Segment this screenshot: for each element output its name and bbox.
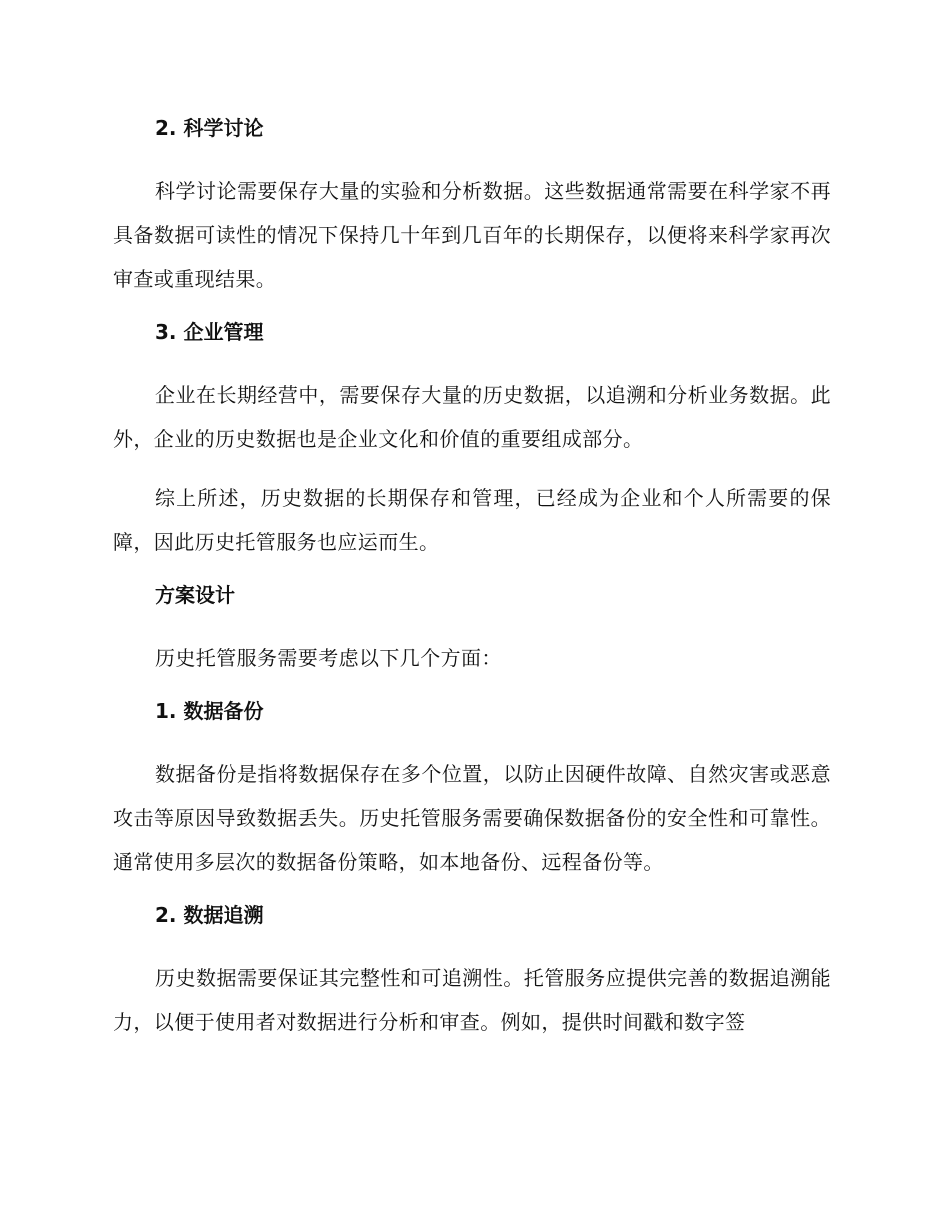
section-heading-data-backup: 1. 数据备份 <box>155 699 264 723</box>
section-heading-enterprise-management: 3. 企业管理 <box>155 320 264 344</box>
document-page <box>113 112 831 1059</box>
section-heading-solution-design: 方案设计 <box>155 583 235 607</box>
paragraph-data-traceability: 历史数据需要保证其完整性和可追溯性。托管服务应提供完善的数据追溯能力，以便于使用者对数据进行分析和审查。例如，提供时间戳和数字签 <box>113 966 831 1034</box>
paragraph-data-backup: 数据备份是指将数据保存在多个位置，以防止因硬件故障、自然灾害或恶意攻击等原因导致数据丢失。历史托管服务需要确保数据备份的安全性和可靠性。通常使用多层次的数据备份策略，如本地备份、远程备份等。 <box>113 762 831 874</box>
paragraph-solution-intro: 历史托管服务需要考虑以下几个方面： <box>155 646 502 670</box>
paragraph-summary: 综上所述，历史数据的长期保存和管理，已经成为企业和个人所需要的保障，因此历史托管服务也应运而生。 <box>113 486 831 554</box>
section-heading-data-traceability: 2. 数据追溯 <box>155 903 264 927</box>
paragraph-enterprise-management: 企业在长期经营中，需要保存大量的历史数据，以追溯和分析业务数据。此外，企业的历史数据也是企业文化和价值的重要组成部分。 <box>113 383 831 451</box>
section-heading-science-discussion: 2. 科学讨论 <box>155 116 264 140</box>
paragraph-science-discussion: 科学讨论需要保存大量的实验和分析数据。这些数据通常需要在科学家不再具备数据可读性的情况下保持几十年到几百年的长期保存，以便将来科学家再次审查或重现结果。 <box>113 179 831 291</box>
